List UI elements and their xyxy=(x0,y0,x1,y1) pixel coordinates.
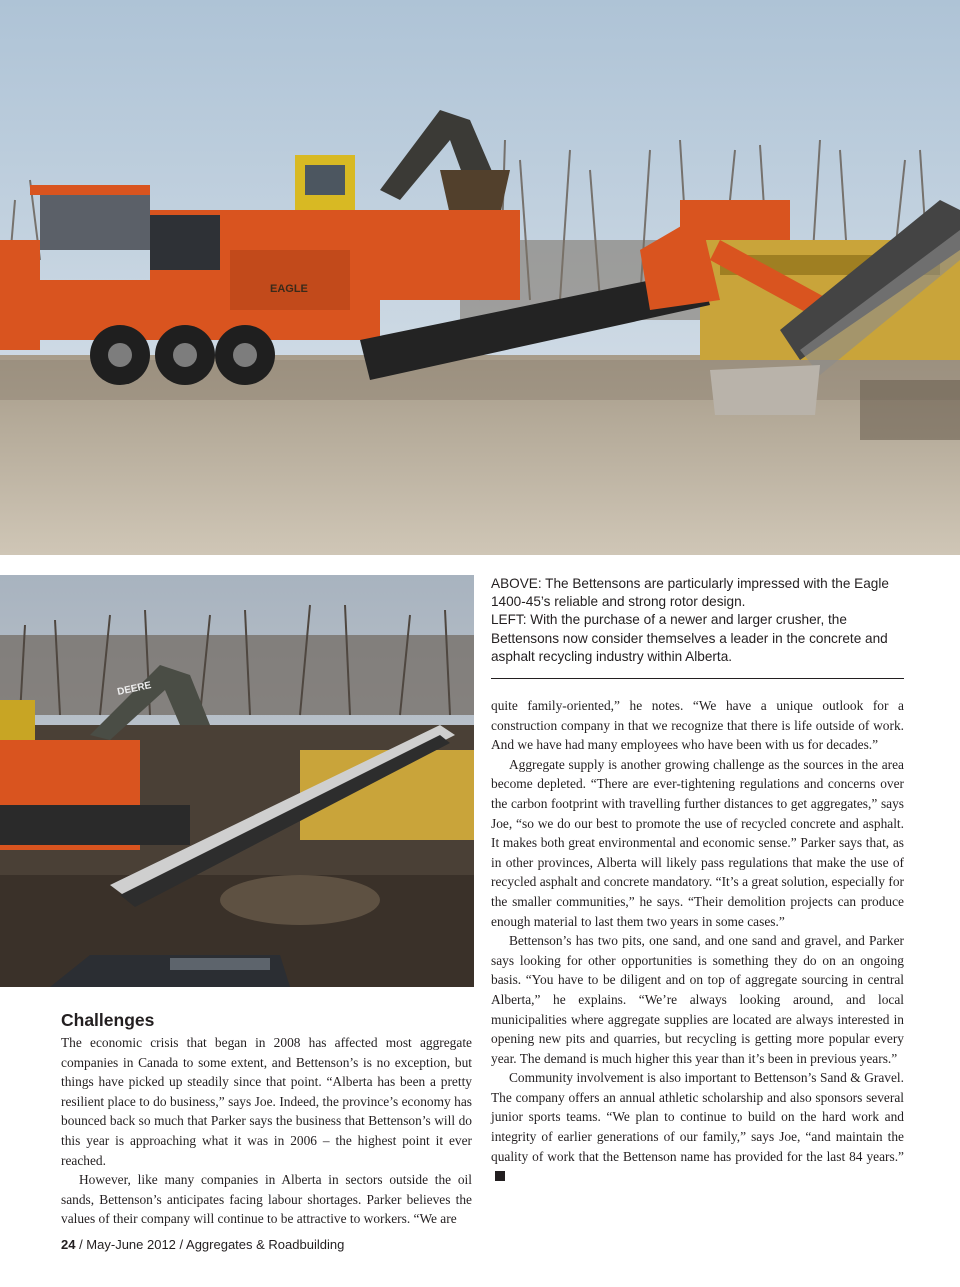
caption-left xyxy=(491,611,907,666)
page-footer xyxy=(61,1237,344,1252)
caption-left-label: LEFT: xyxy=(491,612,527,628)
right-column xyxy=(491,696,904,1186)
caption-above-text: The Bettensons are particularly impressed with the Eagle 1400-45’s reliable and strong rotor design. xyxy=(491,576,889,610)
body-paragraph-text: Community involvement is also important to Bettenson’s Sand & Gravel. The company offers an annual athletic scholarship and also sponsors several junior sports teams. “We plan to continue to build on the hard work and integrity of earlier generations of our family,” says Joe, “and maintain the quality of work that the Bettenson name has provided for the last 84 years.” xyxy=(491,1070,904,1164)
photo-caption xyxy=(491,575,907,666)
footer-publication: / May-June 2012 / Aggregates & Roadbuilding xyxy=(75,1237,345,1252)
crusher-photo xyxy=(0,0,960,555)
body-paragraph: quite family-oriented,” he notes. “We have a unique outlook for a construction company in that we recognize that there is life outside of work. And we have had many employees who have been with us for decades.” xyxy=(491,698,904,753)
excavator-brand-label: DEERE xyxy=(116,680,153,698)
left-column xyxy=(61,1033,472,1229)
body-paragraph: The economic crisis that began in 2008 has affected most aggregate companies in Canada to some extent, and Bettenson’s is no exception, but things have picked up steadily since that point. “Alberta has been a pretty resilient place to do business,” says Joe. Indeed, the province’s economy has bounced back so much that Parker says the business that Bettenson’s will do this year is approaching what it was in 2006 – the highest point it ever reached. xyxy=(61,1035,472,1168)
caption-above xyxy=(491,575,907,611)
body-paragraph: Aggregate supply is another growing challenge as the sources in the area become depleted. “There are ever-tightening regulations and concerns over the carbon footprint with travelling further distances to get aggregates,” says Joe, “so we do our best to promote the use of recycled concrete and asphalt. It makes both great environmental and economic sense.” Parker says that, as in other provinces, Alberta will likely pass regulations that make the use of recycled asphalt and concrete mandatory. “It’s a great solution, especially for the smaller communities,” he says. “Their demolition projects can produce enough material to last them two years in some cases.” xyxy=(491,756,904,929)
section-heading: Challenges xyxy=(61,1010,155,1030)
caption-divider xyxy=(491,678,904,679)
machine-brand-label: EAGLE xyxy=(270,283,308,295)
body-paragraph: Bettenson’s has two pits, one sand, and one sand and gravel, and Parker says looking for other opportunities is something they do on an ongoing basis. “You have to be diligent and on top of aggregate sourcing in central Alberta,” he explains. “We’re always looking around, and local municipalities where aggregate supplies are located are always interested in opening new pits and quarries, but recycling is getting more popular every year. The demand is much higher this year than it’s been in previous years.” xyxy=(491,933,904,1066)
end-of-article-mark xyxy=(495,1171,505,1181)
caption-above-label: ABOVE: xyxy=(491,576,542,591)
body-paragraph xyxy=(491,1068,904,1186)
caption-left-text: With the purchase of a newer and larger crusher, the Bettensons now consider themselves a leader in the concrete and asphalt recycling industry within Alberta. xyxy=(491,612,888,664)
body-paragraph: However, like many companies in Alberta in sectors outside the oil sands, Bettenson’s anticipates facing labour shortages. Parker believes the values of their company will continue to be attractive to workers. “We are xyxy=(61,1172,472,1227)
recycling-site-photo xyxy=(0,575,474,987)
page-number: 24 xyxy=(61,1237,76,1252)
